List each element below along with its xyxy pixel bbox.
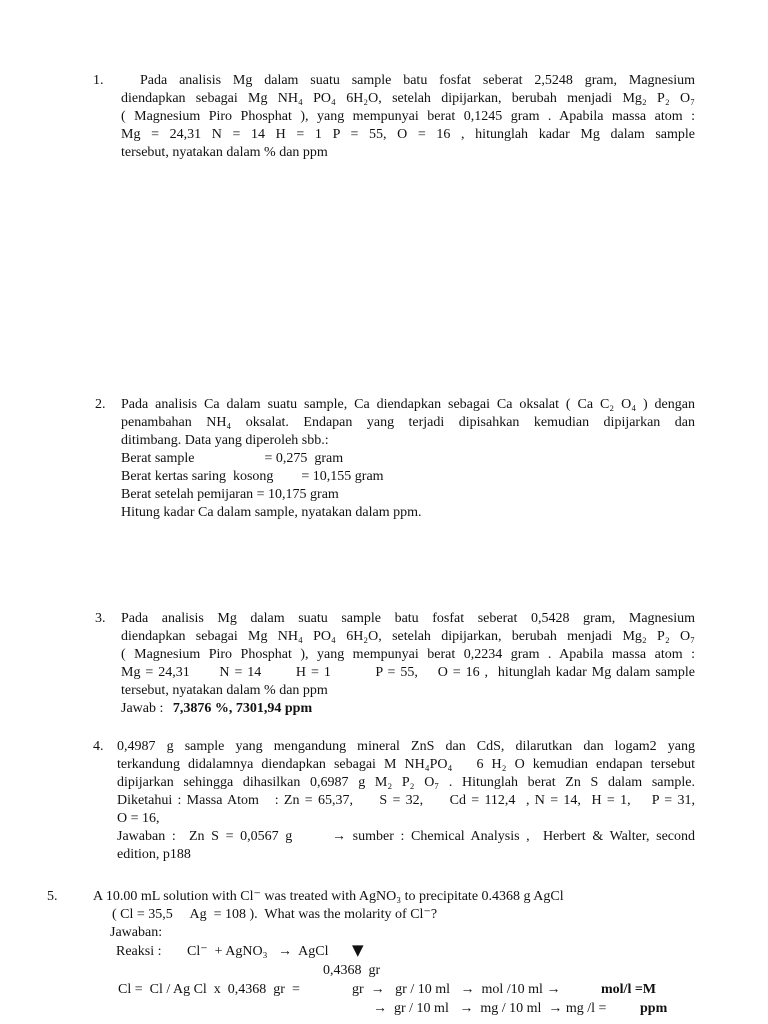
problem-text-line: Pada analisis Ca dalam suatu sample, Ca diendapkan sebagai Ca oksalat ( Ca C₂ O₄ ) dengan bbox=[121, 397, 695, 412]
answer-line bbox=[121, 700, 695, 718]
problem-text-line: ( Magnesium Piro Phosphat ), yang mempunyai berat 0,2234 gram . Apabila massa atom : bbox=[121, 647, 695, 662]
problem-number: 1. bbox=[93, 73, 104, 88]
problem-text-line: Pada analisis Mg dalam suatu sample batu fosfat seberat 0,5428 gram, Magnesium bbox=[121, 611, 695, 626]
problem-text-line: Jawaban: bbox=[110, 925, 163, 940]
problem-text-line: penambahan NH₄ oksalat. Endapan yang terjadi dipisahkan kemudian dipijarkan dan bbox=[121, 415, 695, 430]
problem-text-line: Hitung kadar Ca dalam sample, nyatakan dalam ppm. bbox=[121, 505, 422, 520]
problem-text-line: dipijarkan sehingga dihasilkan 0,6987 g M₂ P₂ O₇ . Hitunglah berat Zn S dalam sample. bbox=[117, 775, 695, 790]
problem-text-line: diendapkan sebagai Mg NH₄ PO₄ 6H₂O, setelah dipijarkan, berubah menjadi Mg₂ P₂ O₇ bbox=[121, 629, 695, 644]
reaction-label: Reaksi : bbox=[116, 944, 162, 959]
problem-text-line: ditimbang. Data yang diperoleh sbb.: bbox=[121, 433, 329, 448]
problem-number: 2. bbox=[95, 397, 106, 412]
answer-value: 7,3876 %, 7301,94 ppm bbox=[172, 701, 313, 716]
answer-label: Jawab : bbox=[121, 701, 164, 716]
problem-text-line: Berat kertas saring kosong = 10,155 gram bbox=[121, 469, 384, 484]
problem-text-line: edition, p188 bbox=[117, 847, 191, 862]
problem-text-line: Jawaban : Zn S = 0,0567 g → sumber : Chemical Analysis , Herbert & Walter, second bbox=[117, 829, 695, 844]
down-arrow-icon: ▼ bbox=[352, 941, 364, 959]
problem-text-line: tersebut, nyatakan dalam % dan ppm bbox=[121, 683, 328, 698]
problem-text-line: 0,4987 g sample yang mengandung mineral ZnS dan CdS, dilarutkan dan logam2 yang bbox=[117, 739, 695, 754]
problem-text-line: Mg = 24,31 N = 14 H = 1 P = 55, O = 16 , hitunglah kadar Mg dalam sample bbox=[121, 127, 695, 142]
problem-text-line: terkandung didalamnya diendapkan sebagai M NH₄PO₄ 6 H₂ O kemudian endapan tersebut bbox=[117, 757, 695, 772]
problem-text-line: Pada analisis Mg dalam suatu sample batu fosfat seberat 2,5248 gram, Magnesium bbox=[140, 73, 695, 88]
calc-line-1-right: gr → gr / 10 ml → mol /10 ml → bbox=[352, 982, 561, 997]
problem-text-line: ( Cl = 35,5 Ag = 108 ). What was the molarity of Cl⁻? bbox=[112, 907, 438, 922]
calc-line-2: → gr / 10 ml → mg / 10 ml → mg /l = bbox=[373, 1001, 607, 1016]
problem-number: 4. bbox=[93, 739, 104, 754]
reaction-equation: Cl⁻ + AgNO₃ → AgCl bbox=[187, 944, 329, 959]
problem-number: 5. bbox=[47, 889, 58, 904]
problem-text-line: Mg = 24,31 N = 14 H = 1 P = 55, O = 16 , hitunglah kadar Mg dalam sample bbox=[121, 665, 695, 680]
problem-text-line: Berat setelah pemijaran = 10,175 gram bbox=[121, 487, 339, 502]
problem-number: 3. bbox=[95, 611, 106, 626]
problem-text-line: Berat sample = 0,275 gram bbox=[121, 451, 344, 466]
calc-line-1-left: Cl = Cl / Ag Cl x 0,4368 gr = bbox=[118, 982, 300, 997]
problem-text-line: O = 16, bbox=[117, 811, 160, 826]
problem-text-line: Diketahui : Massa Atom : Zn = 65,37, S = 32, Cd = 112,4 , N = 14, H = 1, P = 31, bbox=[117, 793, 695, 808]
problem-text-line: diendapkan sebagai Mg NH₄ PO₄ 6H₂O, setelah dipijarkan, berubah menjadi Mg₂ P₂ O₇ bbox=[121, 91, 695, 106]
problem-text-line: tersebut, nyatakan dalam % dan ppm bbox=[121, 145, 328, 160]
precipitate-mass: 0,4368 gr bbox=[323, 963, 381, 978]
problem-text-line: A 10.00 mL solution with Cl⁻ was treated with AgNO₃ to precipitate 0.4368 g AgCl bbox=[93, 889, 564, 904]
calc-line-2-result: ppm bbox=[640, 1001, 668, 1016]
calc-line-1-result: mol/l =M bbox=[601, 982, 657, 997]
problem-text-line: ( Magnesium Piro Phosphat ), yang mempunyai berat 0,1245 gram . Apabila massa atom : bbox=[121, 109, 695, 124]
